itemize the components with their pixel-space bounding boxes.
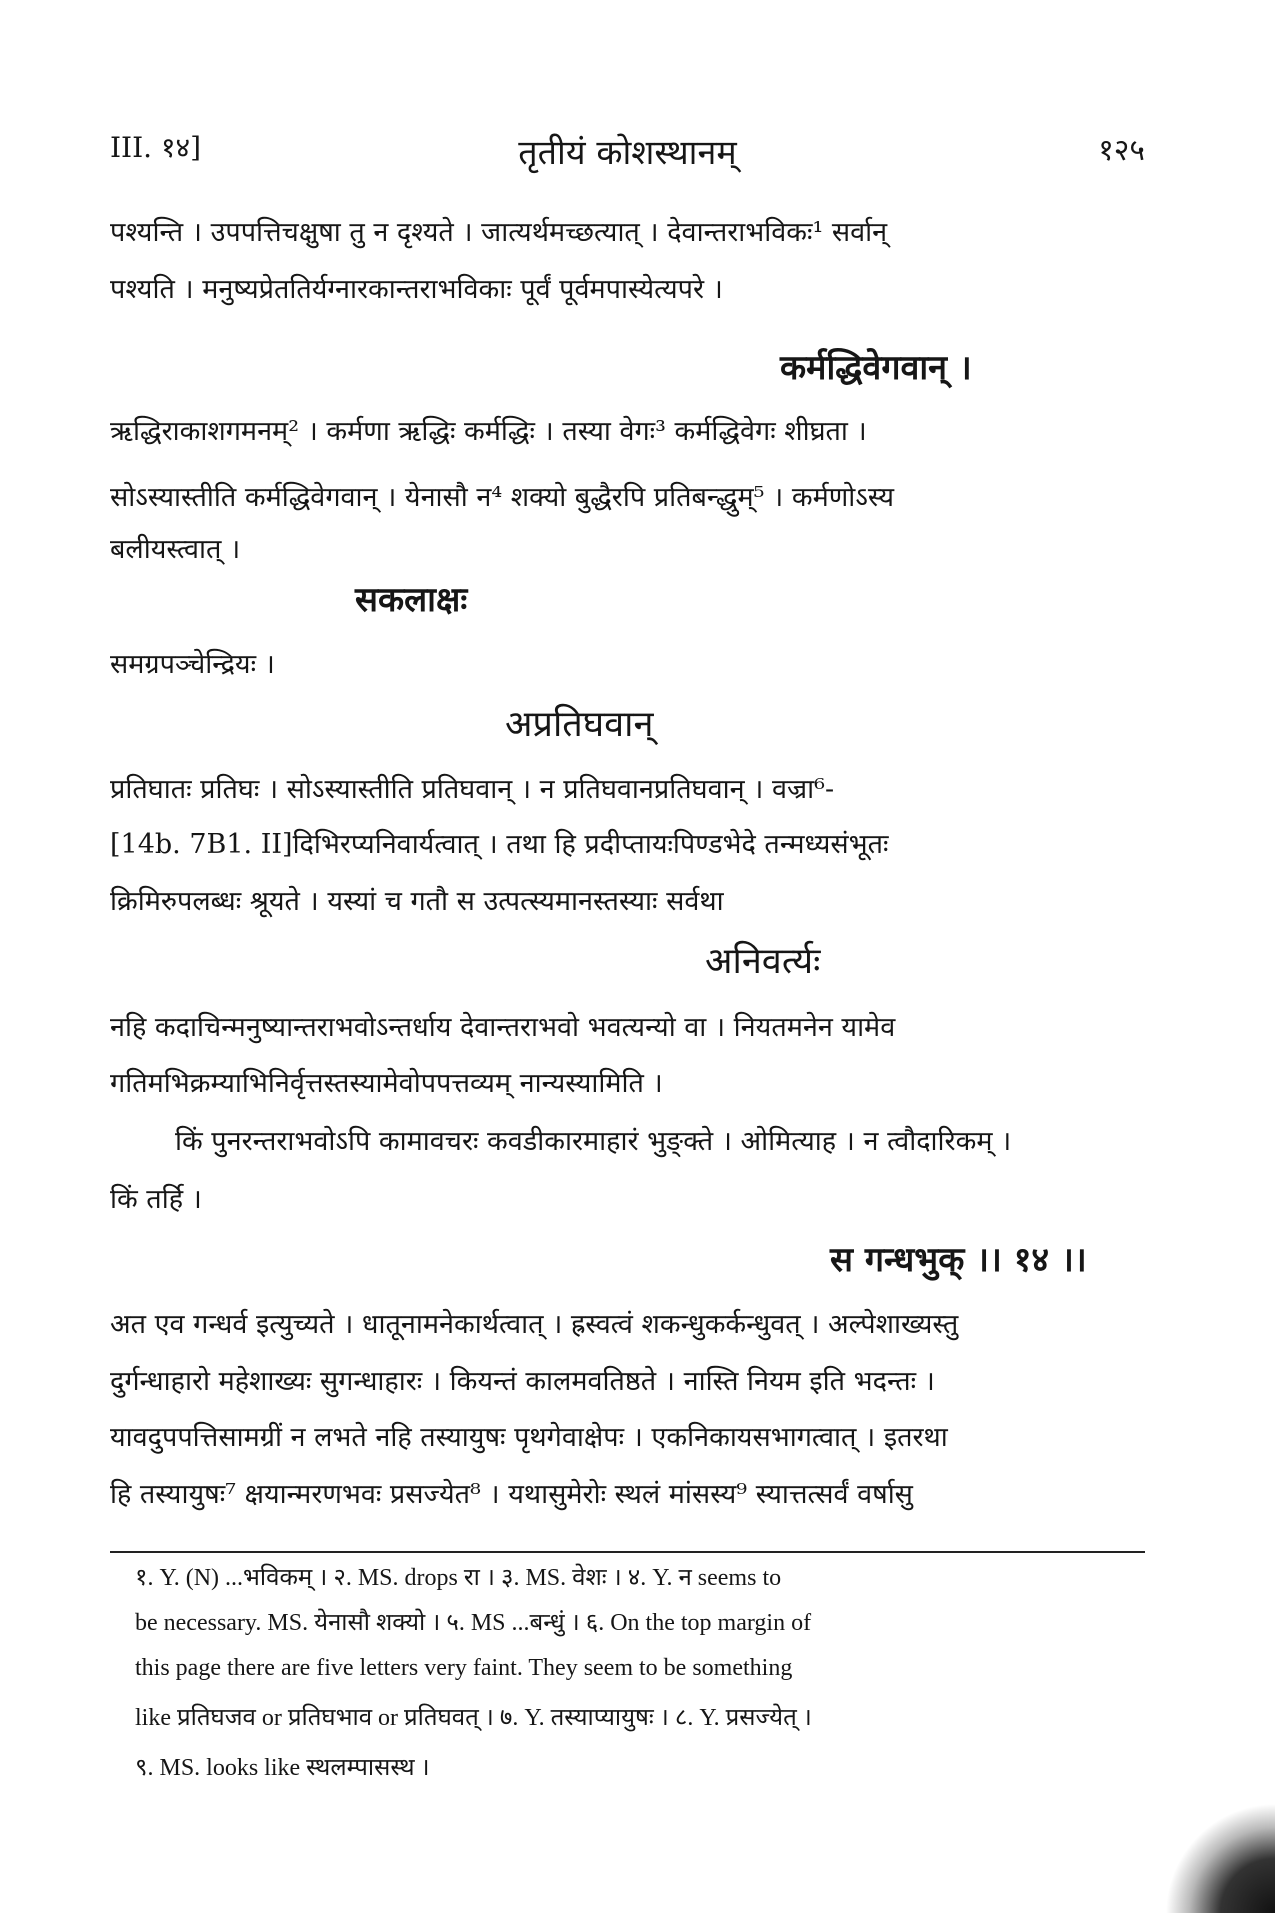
footnote-line: १. Y. (N) ...भविकम् । २. MS. drops रा । ३. MS. वेशः । ४. Y. न seems to (135, 1565, 782, 1591)
text-line: सोऽस्यास्तीति कर्मद्धिवेगवान् । येनासौ न⁴ शक्यो बुद्धैरपि प्रतिबन्द्धुम्⁵ । कर्मणोऽस्य (110, 482, 895, 513)
page-number: १२५ (1098, 133, 1145, 168)
footnote-line: ९. MS. looks like स्थलम्पासस्थ । (135, 1755, 430, 1781)
text-line: पश्यति । मनुष्यप्रेततिर्यग्नारकान्तराभविकाः पूर्वं पूर्वमपास्येत्यपरे । (110, 274, 723, 305)
text-line: ऋद्धिराकाशगमनम्² । कर्मणा ऋद्धिः कर्मद्धिः । तस्या वेगः³ कर्मद्धिवेगः शीघ्रता । (110, 416, 867, 447)
scan-smudge (1165, 1803, 1275, 1913)
verse-line: स गन्धभुक् ।। १४ ।। (830, 1240, 1087, 1280)
text-line: हि तस्यायुषः⁷ क्षयान्मरणभवः प्रसज्येत⁸ । यथासुमेरोः स्थलं मांसस्य⁹ स्यात्तत्सर्वं वर्षासु (110, 1479, 913, 1510)
footnote-line: like प्रतिघजव or प्रतिघभाव or प्रतिघवत् । ७. Y. तस्याप्यायुषः । ८. Y. प्रसज्येत् । (135, 1705, 812, 1731)
footnote-divider (110, 1551, 1145, 1553)
running-title: तृतीयं कोशस्थानम् (518, 133, 737, 173)
section-heading: अप्रतिघवान् (505, 704, 654, 745)
text-line: किं तर्हि । (110, 1184, 202, 1215)
text-line: पश्यन्ति । उपपत्तिचक्षुषा तु न दृश्यते । जात्यर्थमच्छत्यात् । देवान्तराभविकः¹ सर्वान् (110, 217, 888, 248)
section-heading: कर्मद्धिवेगवान् । (780, 348, 972, 388)
chapter-reference: III. १४] (110, 131, 202, 164)
text-line: क्रिमिरुपलब्धः श्रूयते । यस्यां च गतौ स उत्पत्स्यमानस्तस्याः सर्वथा (110, 886, 724, 917)
text-line: बलीयस्त्वात् । (110, 534, 241, 565)
text-line: दुर्गन्धाहारो महेशाख्यः सुगन्धाहारः । कियन्तं कालमवतिष्ठते । नास्ति नियम इति भदन्तः । (110, 1366, 935, 1397)
section-heading: अनिवर्त्यः (705, 941, 821, 982)
page-header (110, 128, 1145, 172)
text-line: गतिमभिक्रम्याभिनिर्वृत्तस्तस्यामेवोपपत्तव्यम् नान्यस्यामिति । (110, 1068, 663, 1099)
footnote-line: this page there are five letters very faint. They seem to be something (135, 1655, 793, 1681)
text-line: प्रतिघातः प्रतिघः । सोऽस्यास्तीति प्रतिघवान् । न प्रतिघवानप्रतिघवान् । वज्रा⁶- (110, 774, 835, 805)
text-line: अत एव गन्धर्व इत्युच्यते । धातूनामनेकार्थत्वात् । ह्रस्वत्वं शकन्धुकर्कन्धुवत् । अल्पेशाख्यस्तु (110, 1309, 959, 1340)
text-line: समग्रपञ्चेन्द्रियः । (110, 649, 275, 680)
text-line: नहि कदाचिन्मनुष्यान्तराभवोऽन्तर्धाय देवान्तराभवो भवत्यन्यो वा । नियतमनेन यामेव (110, 1012, 896, 1043)
text-line: [14b. 7B1. II]दिभिरप्यनिवार्यत्वात् । तथा हि प्रदीप्तायःपिण्डभेदे तन्मध्यसंभूतः (110, 829, 889, 860)
text-line: किं पुनरन्तराभवोऽपि कामावचरः कवडीकारमाहारं भुङ्क्ते । ओमित्याह । न त्वौदारिकम् । (175, 1126, 1012, 1157)
footnote-line: be necessary. MS. येनासौ शक्यो । ५. MS ...बन्धुं । ६. On the top margin of (135, 1610, 812, 1636)
section-heading: सकलाक्षः (355, 580, 468, 620)
text-line: यावदुपपत्तिसामग्रीं न लभते नहि तस्यायुषः पृथगेवाक्षेपः । एकनिकायसभागत्वात् । इतरथा (110, 1422, 948, 1453)
